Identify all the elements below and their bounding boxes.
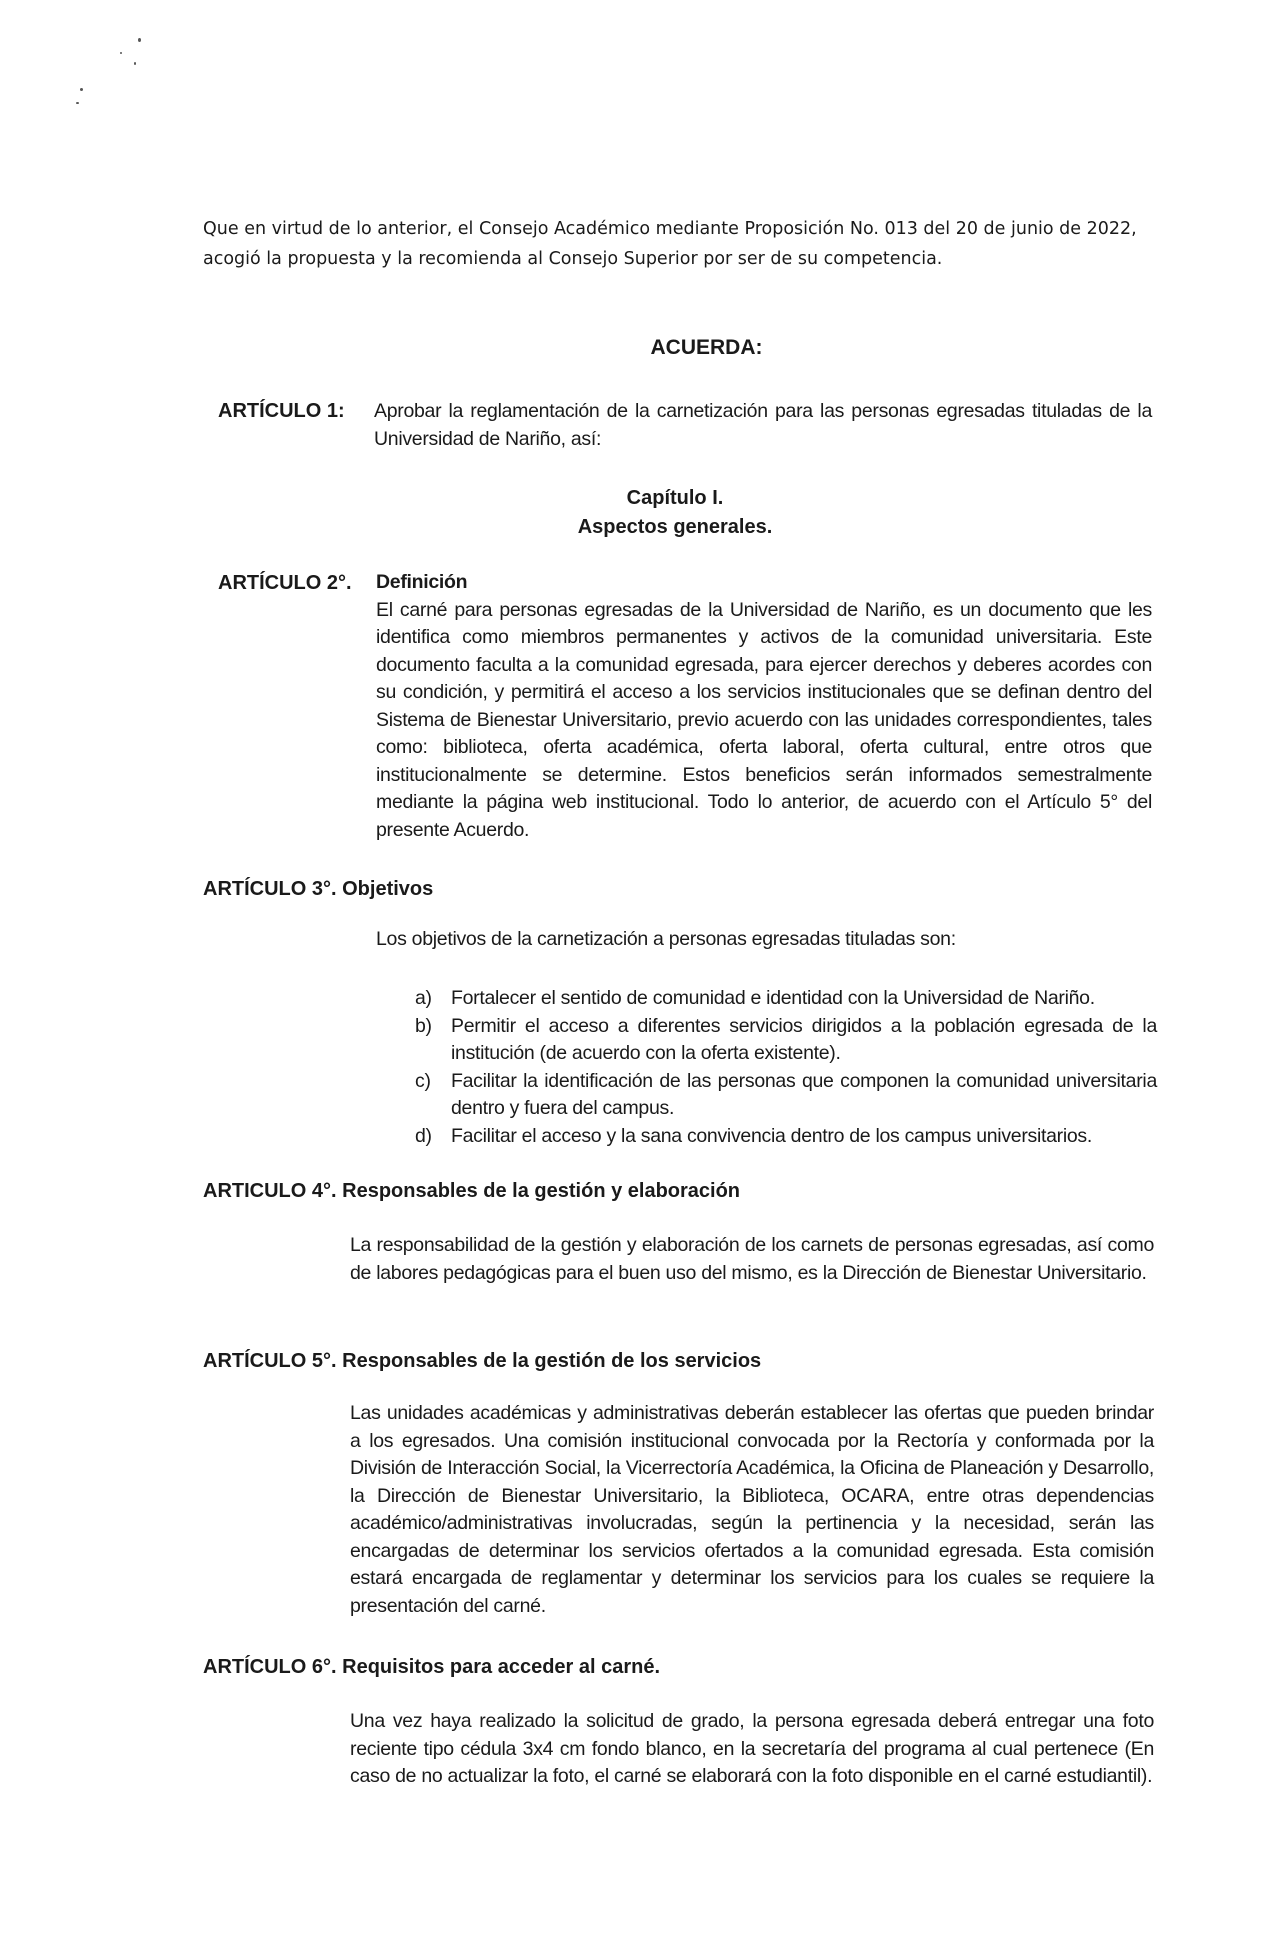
objectives-list bbox=[415, 985, 1157, 1150]
articulo-3-title: Objetivos bbox=[342, 878, 434, 900]
chapter-heading bbox=[360, 484, 990, 542]
articulo-5-heading bbox=[203, 1350, 761, 1373]
articulo-4-text: La responsabilidad de la gestión y elaboración de los carnets de personas egresadas, así como de labores pedagógicas para el buen uso del mismo, es la Dirección de Bienestar Universitario. bbox=[350, 1234, 1154, 1284]
articulo-2-title: Definición bbox=[376, 571, 468, 593]
articulo-5-label: ARTÍCULO 5°. bbox=[203, 1350, 337, 1372]
list-item bbox=[415, 985, 1157, 1013]
acuerda-heading: ACUERDA: bbox=[650, 336, 763, 359]
list-text: Permitir el acceso a diferentes servicios dirigidos a la población egresada de la institución (de acuerdo con la oferta existente). bbox=[451, 1014, 1157, 1064]
list-item bbox=[415, 1068, 1157, 1123]
articulo-1-label: ARTÍCULO 1: bbox=[218, 400, 345, 422]
list-marker: b) bbox=[415, 1014, 432, 1037]
articulo-4-label: ARTICULO 4°. bbox=[203, 1180, 337, 1202]
articulo-2-label: ARTÍCULO 2°. bbox=[218, 572, 352, 594]
articulo-1-text: Aprobar la reglamentación de la carnetización para las personas egresadas tituladas de la Universidad de Nariño, así: bbox=[374, 400, 1152, 450]
scan-speck bbox=[120, 52, 122, 54]
scan-speck bbox=[80, 88, 83, 91]
scan-speck bbox=[134, 62, 136, 65]
scan-speck bbox=[138, 38, 141, 42]
list-text: Facilitar el acceso y la sana convivencia dentro de los campus universitarios. bbox=[451, 1124, 1093, 1147]
articulo-3-text: Los objetivos de la carnetización a personas egresadas tituladas son: bbox=[376, 928, 956, 950]
chapter-number: Capítulo I. bbox=[626, 487, 724, 509]
list-marker: d) bbox=[415, 1124, 432, 1147]
list-text: Fortalecer el sentido de comunidad e identidad con la Universidad de Nariño. bbox=[451, 987, 1095, 1009]
list-marker: c) bbox=[415, 1069, 431, 1092]
list-marker: a) bbox=[415, 987, 432, 1009]
articulo-2-body bbox=[376, 569, 1152, 844]
articulo-3-label: ARTÍCULO 3°. bbox=[203, 878, 337, 900]
articulo-6-label: ARTÍCULO 6°. bbox=[203, 1656, 337, 1678]
articulo-5-text: Las unidades académicas y administrativas deberán establecer las ofertas que pueden brindar a los egresados. Una comisión institucional convocada por la Rectoría y conformada por la División de Interacción Social, la Vicerrectoría Académica, la Oficina de Planeación y Desarrollo, la Dirección de Bienestar Universitario, la Biblioteca, OCARA, entre otras dependencias académico/administrativas involucradas, según la pertinencia y la necesidad, serán las encargadas de determinar los servicios ofertados a la comunidad egresada. Esta comisión estará encargada de reglamentar y determinar los servicios para los cuales se requiere la presentación del carné. bbox=[350, 1402, 1154, 1617]
articulo-3-heading bbox=[203, 878, 433, 901]
intro-paragraph: Que en virtud de lo anterior, el Consejo Académico mediante Proposición No. 013 del 20 de junio de 2022, acogió la propuesta y la recomienda al Consejo Superior por ser de su competencia. bbox=[203, 219, 1137, 269]
articulo-4-heading bbox=[203, 1180, 740, 1203]
articulo-4-title: Responsables de la gestión y elaboración bbox=[342, 1180, 741, 1202]
chapter-title: Aspectos generales. bbox=[577, 516, 773, 538]
articulo-6-text: Una vez haya realizado la solicitud de grado, la persona egresada deberá entregar una foto reciente tipo cédula 3x4 cm fondo blanco, en la secretaría del programa al cual pertenece (En caso de no actualizar la foto, el carné se elaborará con la foto disponible en el carné estudiantil). bbox=[350, 1710, 1154, 1787]
articulo-2-text: El carné para personas egresadas de la Universidad de Nariño, es un documento que les identifica como miembros permanentes y activos de la comunidad universitaria. Este documento faculta a la comunidad egresada, para ejercer derechos y deberes acordes con su condición, y permitirá el acceso a los servicios institucionales que se definan dentro del Sistema de Bienestar Universitario, previo acuerdo con las unidades correspondientes, tales como: biblioteca, oferta académica, oferta laboral, oferta cultural, entre otros que institucionalmente se determine. Estos beneficios serán informados semestralmente mediante la página web institucional. Todo lo anterior, de acuerdo con el Artículo 5° del presente Acuerdo. bbox=[376, 598, 1152, 841]
articulo-6-title: Requisitos para acceder al carné. bbox=[342, 1656, 661, 1678]
list-item bbox=[415, 1013, 1157, 1068]
list-text: Facilitar la identificación de las personas que componen la comunidad universitaria dentro y fuera del campus. bbox=[451, 1069, 1157, 1119]
articulo-6-heading bbox=[203, 1656, 660, 1679]
list-item bbox=[415, 1123, 1157, 1151]
articulo-5-title: Responsables de la gestión de los servicios bbox=[342, 1350, 762, 1372]
scan-speck bbox=[76, 102, 79, 104]
